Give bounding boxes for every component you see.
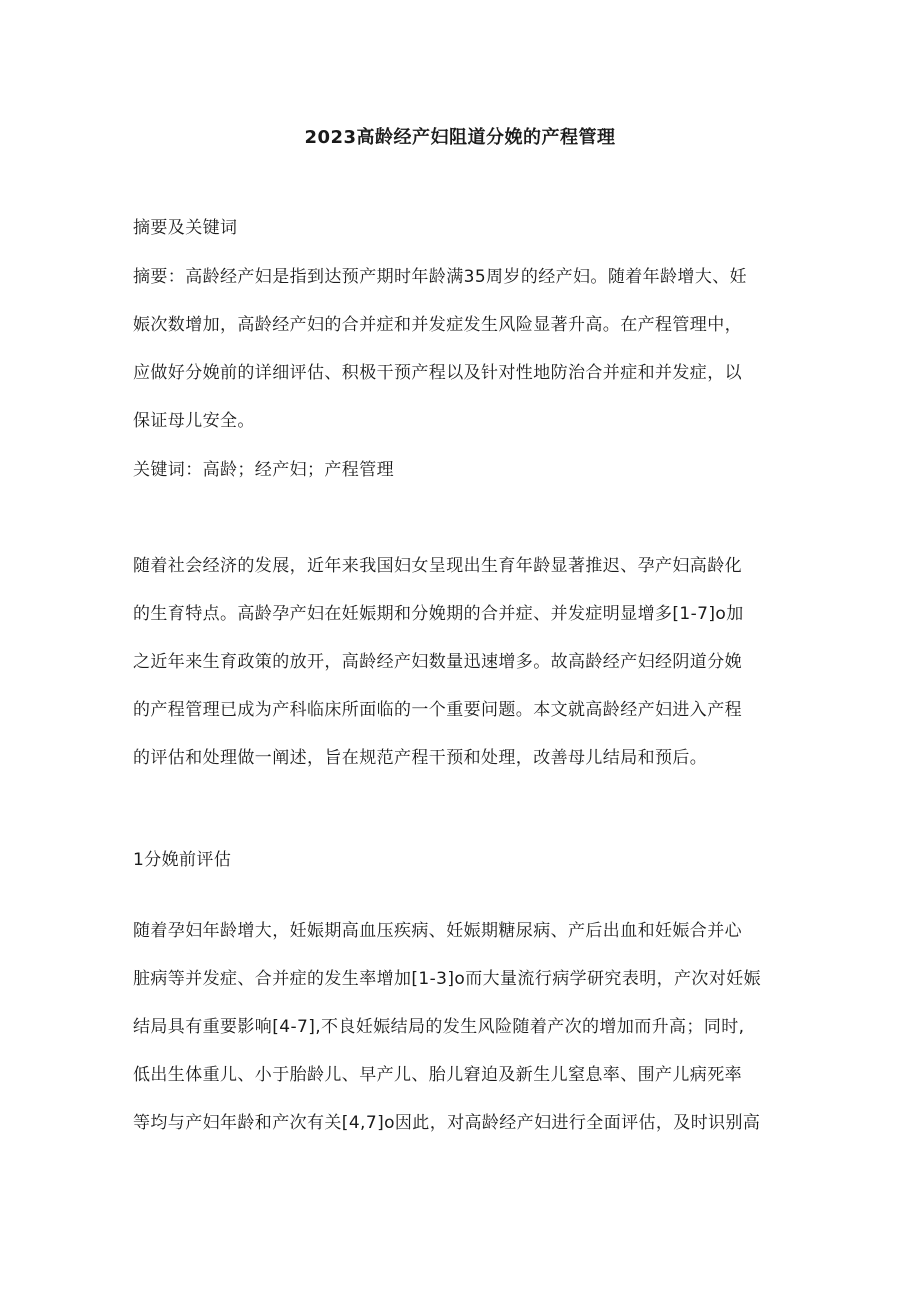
- section-1-line: 随着孕妇年龄增大，妊娠期高血压疾病、妊娠期糖尿病、产后出血和妊娠合并心: [133, 921, 742, 941]
- document-title: 2023高龄经产妇阻道分娩的产程管理: [304, 127, 616, 148]
- intro-line: 的产程管理已成为产科临床所面临的一个重要问题。本文就高龄经产妇进入产程: [133, 700, 742, 720]
- section-1-line: 脏病等并发症、合并症的发生率增加[1-3]o而大量流行病学研究表明，产次对妊娠: [133, 969, 762, 989]
- abstract-heading: 摘要及关键词: [133, 218, 238, 238]
- abstract-line: 娠次数增加，高龄经产妇的合并症和并发症发生风险显著升高。在产程管理中，: [133, 315, 742, 335]
- intro-line: 之近年来生育政策的放开，高龄经产妇数量迅速增多。故高龄经产妇经阴道分娩: [133, 652, 742, 672]
- abstract-line: 摘要：高龄经产妇是指到达预产期时年龄满35周岁的经产妇。随着年龄增大、妊: [133, 267, 748, 287]
- section-1-heading: 1分娩前评估: [133, 850, 232, 870]
- section-1-line: 等均与产妇年龄和产次有关[4,7]o因此，对高龄经产妇进行全面评估，及时识别高: [133, 1113, 761, 1133]
- section-1-line: 结局具有重要影响[4-7],不良妊娠结局的发生风险随着产次的增加而升高；同时,: [133, 1017, 745, 1037]
- section-1-line: 低出生体重儿、小于胎龄儿、早产儿、胎儿窘迫及新生儿窒息率、围产儿病死率: [133, 1065, 742, 1085]
- abstract-line: 应做好分娩前的详细评估、积极干预产程以及针对性地防治合并症和并发症，以: [133, 363, 742, 383]
- intro-line: 的评估和处理做一阐述，旨在规范产程干预和处理，改善母儿结局和预后。: [133, 748, 708, 768]
- intro-line: 的生育特点。高龄孕产妇在妊娠期和分娩期的合并症、并发症明显增多[1-7]o加: [133, 604, 744, 624]
- intro-line: 随着社会经济的发展，近年来我国妇女呈现出生育年龄显著推迟、孕产妇高龄化: [133, 556, 742, 576]
- keywords-line: 关键词：高龄；经产妇；产程管理: [133, 460, 394, 480]
- abstract-line: 保证母儿安全。: [133, 411, 255, 431]
